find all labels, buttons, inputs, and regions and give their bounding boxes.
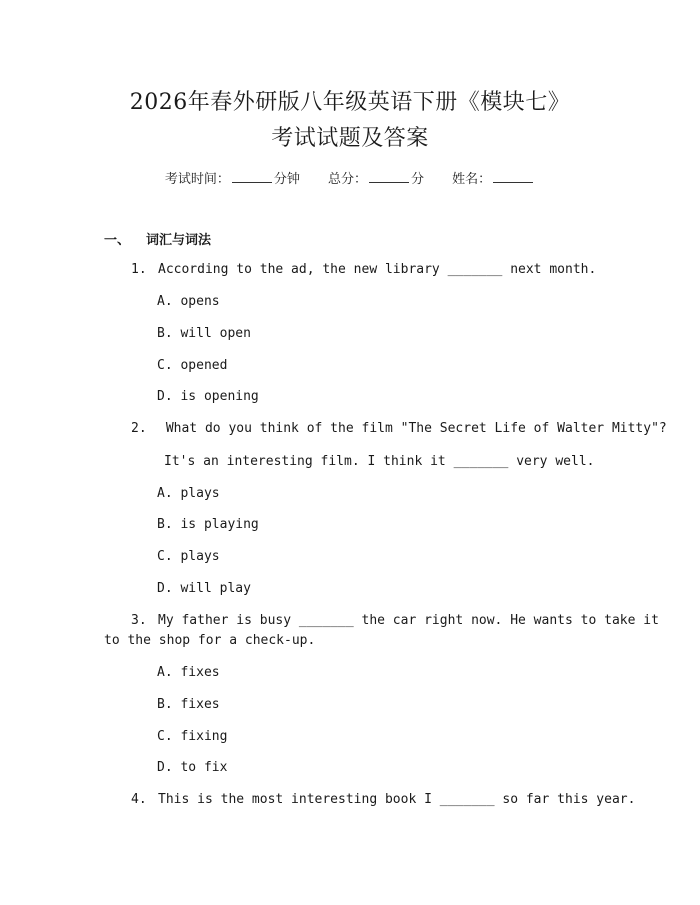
section-heading — [104, 229, 211, 248]
question-number: 2. — [131, 421, 147, 436]
question-number: 4. — [131, 792, 147, 807]
exam-name — [452, 172, 535, 187]
question-number: 3. — [131, 613, 147, 628]
exam-meta — [0, 168, 700, 187]
question-text: My father is busy _______ the car right now. He wants to take it — [158, 613, 659, 628]
exam-time — [165, 172, 300, 187]
question-1-option-c: C. opened — [157, 358, 228, 373]
time-blank — [232, 170, 272, 183]
time-unit: 分钟 — [273, 172, 300, 187]
score-unit: 分 — [411, 172, 425, 187]
question-2-continuation: It's an interesting film. I think it _______ very well. — [164, 454, 595, 469]
section-number: 一、 — [104, 233, 131, 248]
exam-title-line2: 考试试题及答案 — [271, 126, 429, 151]
name-blank — [493, 170, 533, 183]
question-3-option-b: B. fixes — [157, 697, 220, 712]
question-1-option-d: D. is opening — [157, 389, 259, 404]
name-label: 姓名： — [452, 172, 492, 187]
exam-title-line1: 2026年春外研版八年级英语下册《模块七》 — [129, 90, 571, 115]
question-3-continuation: to the shop for a check-up. — [104, 633, 316, 648]
question-2-option-c: C. plays — [157, 549, 220, 564]
score-blank — [369, 170, 409, 183]
question-text: What do you think of the film "The Secret Life of Walter Mitty"? — [158, 421, 667, 436]
question-4 — [131, 792, 635, 807]
question-1-option-a: A. opens — [157, 294, 220, 309]
question-3-option-a: A. fixes — [157, 665, 220, 680]
question-3-option-d: D. to fix — [157, 760, 228, 775]
section-title: 词汇与词法 — [146, 233, 212, 248]
question-3 — [131, 613, 659, 628]
question-text: According to the ad, the new library _______ next month. — [158, 262, 597, 277]
question-2-option-a: A. plays — [157, 486, 220, 501]
question-number: 1. — [131, 262, 147, 277]
question-2-option-b: B. is playing — [157, 517, 259, 532]
score-label: 总分： — [327, 172, 367, 187]
question-1 — [131, 262, 596, 277]
question-2 — [131, 421, 667, 436]
exam-score — [328, 172, 424, 187]
question-3-option-c: C. fixing — [157, 729, 228, 744]
question-1-option-b: B. will open — [157, 326, 251, 341]
time-label: 考试时间： — [164, 172, 230, 187]
question-text: This is the most interesting book I _______ so far this year. — [158, 792, 636, 807]
question-2-option-d: D. will play — [157, 581, 251, 596]
